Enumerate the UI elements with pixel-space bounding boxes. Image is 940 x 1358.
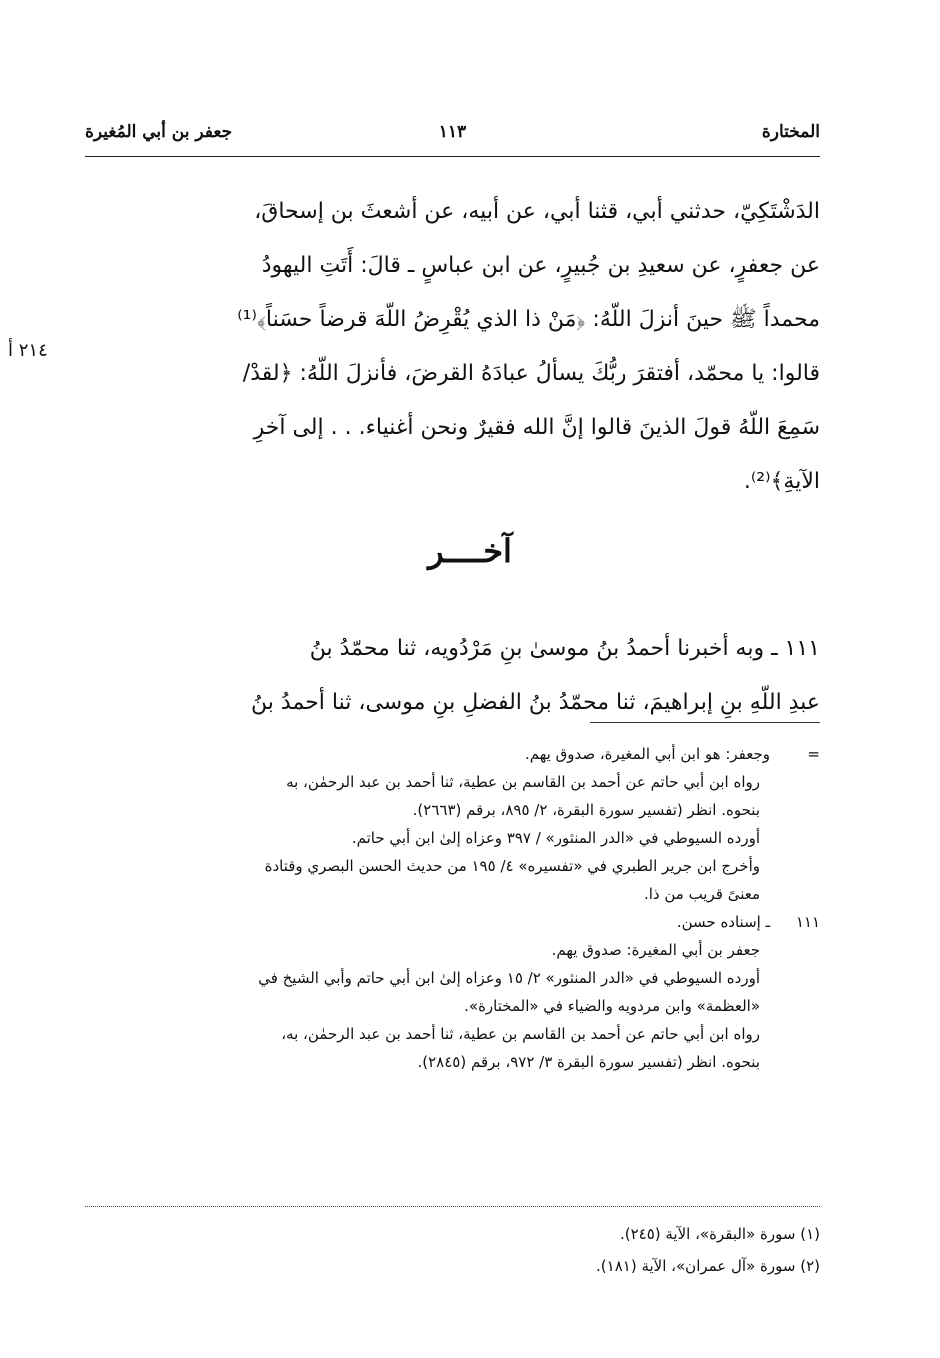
note-line: أورده السيوطي في «الدر المنثور» ٢/ ١٥ وعزاه إلىٰ ابن أبي حاتم وأبي الشيخ في (258, 969, 760, 987)
footnote: (٢) سورة «آل عمران»، الآية (١٨١). (596, 1257, 820, 1275)
book-title: المختارة (761, 122, 820, 142)
text-line: الآيةِ﴾⁽²⁾. (743, 469, 820, 494)
text-line: سَمِعَ اللّهُ قولَ الذينَ قالوا إنَّ الله فقيرٌ ونحن أغنياء. . . إلى آخرِ (253, 415, 820, 440)
note-line: بنحوه. انظر (تفسير سورة البقرة ٣/ ٩٧٢، برقم (٢٨٤٥). (417, 1053, 760, 1071)
note-line: معنىً قريب من ذا. (643, 885, 760, 903)
text-line: عن جعفرٍ، عن سعيدِ بن جُبيرٍ، عن ابن عباسٍ ـ قالَ: أَتَتِ اليهودُ (261, 253, 820, 278)
note-line: رواه ابن أبي حاتم عن أحمد بن القاسم بن عطية، ثنا أحمد بن عبد الرحمٰن، به (286, 773, 760, 791)
header-rule (85, 156, 820, 157)
note-line (85, 908, 820, 936)
footnotes (85, 1218, 820, 1282)
editor-notes (85, 740, 820, 1076)
note-text: وجعفر: هو ابن أبي المغيرة، صدوق يهم. (524, 745, 770, 763)
note-line: بنحوه. انظر (تفسير سورة البقرة، ٢/ ٨٩٥، برقم (٢٦٦٣). (412, 801, 760, 819)
footnote: (١) سورة «البقرة»، الآية (٢٤٥). (619, 1225, 820, 1243)
note-line: أورده السيوطي في «الدر المنثور» / ٣٩٧ وعزاه إلىٰ ابن أبي حاتم. (351, 829, 760, 847)
note-line (85, 740, 820, 768)
text-line: قالوا: يا محمّد، أفتقرَ ربُّكَ يسألُ عبادَهُ القرضَ، فأنزلَ اللّهُ: ﴿لقدْ/ (242, 361, 820, 386)
note-line: «العظمة» وابن مردويه والضياء في «المختارة». (464, 997, 760, 1015)
page-number: ١١٣ (438, 122, 467, 142)
text-line: محمداً ﷺ حينَ أنزلَ اللّهُ: ﴿مَنْ ذا الذي يُقْرِضُ اللّهَ قرضاً حسَناً﴾⁽¹⁾ (237, 307, 820, 332)
note-line: وأخرج ابن جرير الطبري في «تفسيره» ٤/ ١٩٥ من حديث الحسن البصري وقتادة (264, 857, 760, 875)
footnotes-separator (85, 1206, 820, 1207)
notes-separator (590, 722, 820, 723)
continuation-mark: = (807, 745, 820, 763)
note-line: رواه ابن أبي حاتم عن أحمد بن القاسم بن عطية، ثنا أحمد بن عبد الرحمٰن، به، (281, 1025, 760, 1043)
note-number: ١١١ (795, 913, 820, 931)
main-paragraph-1 (85, 185, 820, 509)
main-paragraph-2 (85, 622, 820, 730)
text-line: عبدِ اللّهِ بنِ إبراهيمَ، ثنا محمّدُ بنُ الفضلِ بنِ موسى، ثنا أحمدُ بنُ (251, 690, 820, 715)
text-line: ١١١ ـ وبه أخبرنا أحمدُ بنُ موسىٰ بنِ مَرْدُويه، ثنا محمّدُ بنُ (309, 636, 820, 661)
note-text: ـ إسناده حسن. (676, 913, 770, 931)
manuscript-folio-note: ٢١٤ أ (8, 340, 48, 361)
section-title: آخــــر (428, 532, 512, 570)
text-line: الدَشْتَكِيّ، حدثني أبي، قثنا أبي، عن أبيه، عن أشعثَ بن إسحاقَ، (254, 199, 820, 224)
note-line: جعفر بن أبي المغيرة: صدوق يهم. (551, 941, 760, 959)
running-header (85, 120, 820, 156)
chapter-title: جعفر بن أبي المُغيرة (85, 122, 233, 142)
